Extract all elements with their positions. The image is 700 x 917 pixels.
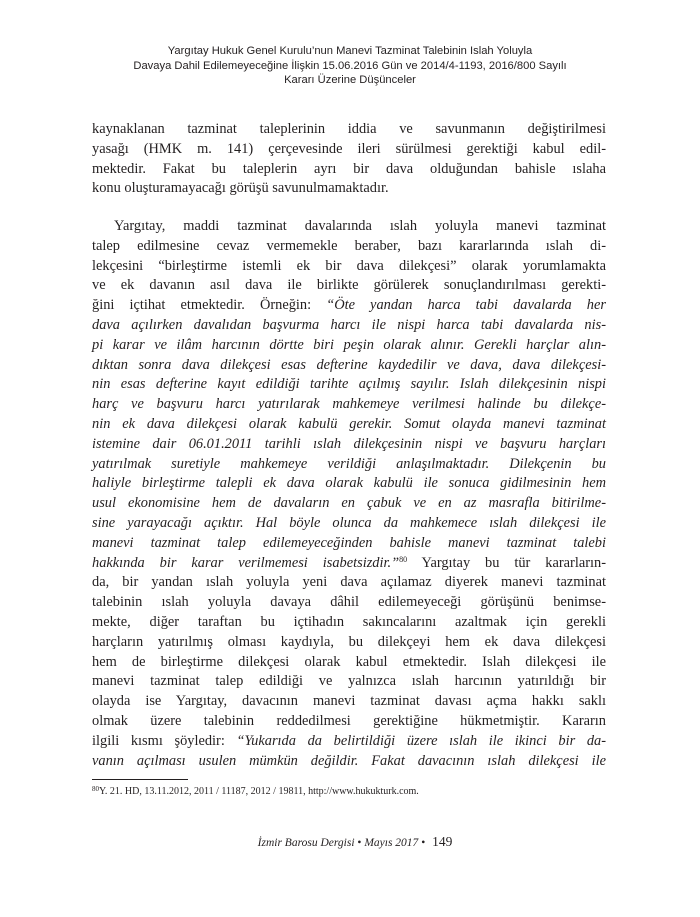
- quote-line: dıktan sonra dava dilekçesi esas defterine kaydedilir ve dava, dava dilekçesi-: [92, 356, 606, 373]
- header-line-2: Davaya Dahil Edilemeyeceğine İlişkin 15.06.2016 Gün ve 2014/4-1193, 2016/800 Sayılı: [133, 59, 567, 72]
- quote-run: hakkında bir karar verilmemesi isabetsizdir.”: [92, 554, 400, 571]
- text-line: mektedir. Fakat bu taleplerin ayrı bir dava olduğundan bahisle ıslaha: [92, 160, 606, 177]
- quote-line: harç ve başvuru harcı yatırılarak mahkemeye verilmesi halinde bu dilekçe-: [92, 396, 606, 413]
- separator-bullet: •: [421, 837, 426, 849]
- text-line: [92, 732, 606, 752]
- quote-line: istemine dair 06.01.2011 tarihli ıslah dilekçesinin nispi ve başvuru harçları: [92, 435, 606, 452]
- text-run: ğini içtihat etmektedir. Örneğin:: [92, 297, 327, 314]
- footnote-ref[interactable]: 80: [399, 554, 408, 564]
- footnote-number: 80: [92, 785, 99, 793]
- quote-line: yatırılmak suretiyle mahkemeye verildiği anlaşılmaktadır. Dilekçenin bu: [92, 455, 606, 472]
- text-run: Yargıtay bu tür kararların-: [407, 554, 606, 571]
- text-line: olmak üzere talebinin reddedilmesi gerektiğine hükmetmiştir. Kararın: [92, 712, 606, 729]
- page-number: 149: [432, 834, 453, 849]
- text-line: manevi tazminat talep edildiği ve yalnızca ıslah harcının yatırıldığı bir: [92, 673, 606, 690]
- footnote: [92, 785, 419, 798]
- text-line: ve ek davanın asıl dava ile birlikte görülerek sonuçlandırılması gerekti-: [92, 277, 606, 294]
- text-line: olayda ise Yargıtay, davacının manevi tazminat davası açma hakkı saklı: [92, 693, 606, 710]
- header-line-1: Yargıtay Hukuk Genel Kurulu’nun Manevi Tazminat Talebinin Islah Yoluyla: [167, 45, 533, 57]
- text-line: Yargıtay, maddi tazminat davalarında ıslah yoluyla manevi tazminat: [114, 218, 606, 234]
- text-line: da, bir yandan ıslah yoluyla yeni dava açılamaz diyerek manevi tazminat: [92, 574, 606, 591]
- quote-line: haliyle birleştirme talepli ek dava olarak kabulü ile sonuca gidilmesinin hem: [92, 475, 606, 492]
- quote-run: “Öte yandan harca tabi davalarda her: [326, 297, 606, 314]
- quote-line: dava açılırken davalıdan başvurma harcı ile nispi harca tabi davalarda nis-: [92, 316, 606, 333]
- header-line-3: Kararı Üzerine Düşünceler: [284, 74, 416, 86]
- separator-bullet: •: [357, 837, 362, 849]
- text-line: konu oluşturamayacağı görüşü savunulmamaktadır.: [92, 180, 389, 197]
- page-footer: [230, 834, 480, 850]
- running-header: [80, 44, 620, 88]
- text-line: hem de birleştirme dilekçesi olarak kabul etmektedir. Islah dilekçesi ile: [92, 653, 606, 670]
- text-line: [92, 296, 606, 316]
- quote-line: manevi tazminat talep edilemeyeceğinden bahisle manevi tazminat talebi: [92, 534, 606, 551]
- quote-line: sine yarayacağı açıktır. Hal böyle olunca da mahkemece ıslah dilekçesi ile: [92, 514, 606, 531]
- text-line: [92, 554, 606, 574]
- footnote-divider: [92, 779, 188, 780]
- text-line: yasağı (HMK m. 141) çerçevesinde ileri sürülmesi gerektiği kabul edil-: [92, 140, 606, 157]
- quote-line: nin ek dava dilekçesi olarak kabulü gerekir. Somut olayda manevi tazminat: [92, 415, 606, 432]
- quote-line: usul ekonomisine hem de davaların en çabuk ve en az masrafla bitirilme-: [92, 495, 606, 512]
- footnote-text: Y. 21. HD, 13.11.2012, 2011 / 11187, 2012 / 19811, http://www.hukukturk.com.: [99, 786, 419, 797]
- text-line: talebinin ıslah yoluyla davaya dâhil edilemeyeceği görüşünü benimse-: [92, 594, 606, 611]
- quote-run: “Yukarıda da belirtildiği üzere ıslah ile ikinci bir da-: [236, 732, 607, 749]
- issue-date: Mayıs 2017: [364, 837, 419, 849]
- text-line: kaynaklanan tazminat taleplerinin iddia ve savunmanın değiştirilmesi: [92, 121, 606, 137]
- text-line: harçların yatırılmış olması kaydıyla, bu dilekçeyi hem ek dava dilekçesi: [92, 633, 606, 650]
- text-line: talep edilmesine cevaz vermemekle beraber, bazı kararlarında ıslah di-: [92, 237, 606, 254]
- quote-line: pi karar ve ilâm harcının dörtte biri peşin olarak alınır. Gerekli harçlar alın-: [92, 336, 606, 353]
- journal-name: İzmir Barosu Dergisi: [257, 837, 355, 849]
- text-line: mekte, diğer taraftan bu içtihadın sakıncalarını azaltmak için gerekli: [92, 613, 606, 630]
- quote-line: vanın açılması usulen mümkün değildir. Fakat davacının ıslah dilekçesi ile: [92, 752, 606, 769]
- paragraph-2: [92, 217, 606, 771]
- quote-line: nin esas defterine kayıt edildiği tarihte açılmış sayılır. Islah dilekçesinin nispi: [92, 376, 606, 393]
- text-line: lekçesini “birleştirme istemli ek bir dava dilekçesi” olarak yorumlamakta: [92, 257, 606, 274]
- text-run: ilgili kısmı şöyledir:: [92, 732, 237, 749]
- paragraph-1: [92, 120, 606, 199]
